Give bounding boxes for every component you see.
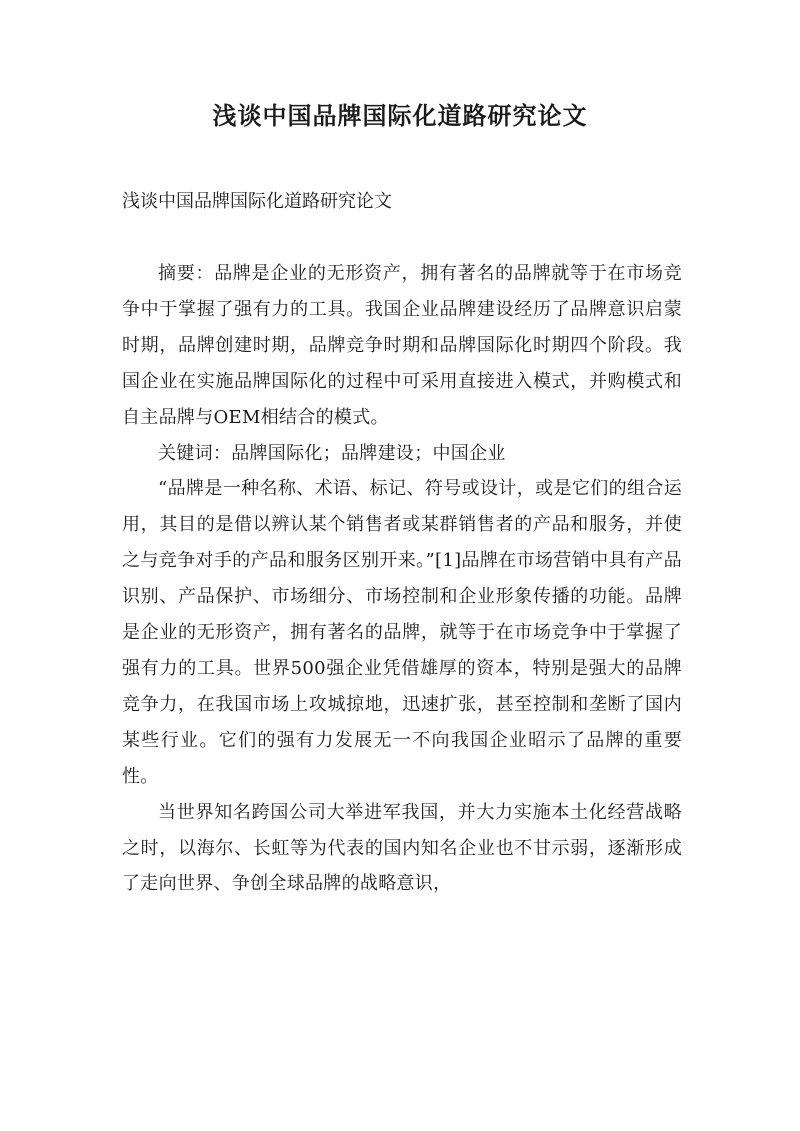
abstract-paragraph: 摘要：品牌是企业的无形资产，拥有著名的品牌就等于在市场竞争中于掌握了强有力的工具。我国企业品牌建设经历了品牌意识启蒙时期，品牌创建时期，品牌竞争时期和品牌国际化时期四个阶段。我国企业在实施品牌国际化的过程中可采用直接进入模式，并购模式和自主品牌与OEM相结合的模式。: [122, 263, 682, 428]
keywords-paragraph: 关键词：品牌国际化；品牌建设；中国企业: [158, 442, 506, 464]
document-subtitle: 浅谈中国品牌国际化道路研究论文: [122, 191, 392, 212]
document-title: 浅谈中国品牌国际化道路研究论文: [212, 102, 588, 130]
document-body: [122, 256, 682, 902]
body-paragraph: “品牌是一种名称、术语、标记、符号或设计，或是它们的组合运用，其目的是借以辨认某个销售者或某群销售者的产品和服务，并使之与竞争对手的产品和服务区别开来。”[1]品牌在市场营销中具有产品识别、产品保护、市场细分、市场控制和企业形象传播的功能。品牌是企业的无形资产，拥有著名的品牌，就等于在市场竞争中于掌握了强有力的工具。世界500强企业凭借雄厚的资本，特别是强大的品牌竞争力，在我国市场上攻城掠地，迅速扩张，甚至控制和垄断了国内某些行业。它们的强有力发展无一不向我国企业昭示了品牌的重要性。: [122, 478, 682, 787]
body-paragraph: 当世界知名跨国公司大举进军我国，并大力实施本土化经营战略之时，以海尔、长虹等为代表的国内知名企业也不甘示弱，逐渐形成了走向世界、争创全球品牌的战略意识，: [122, 801, 682, 895]
